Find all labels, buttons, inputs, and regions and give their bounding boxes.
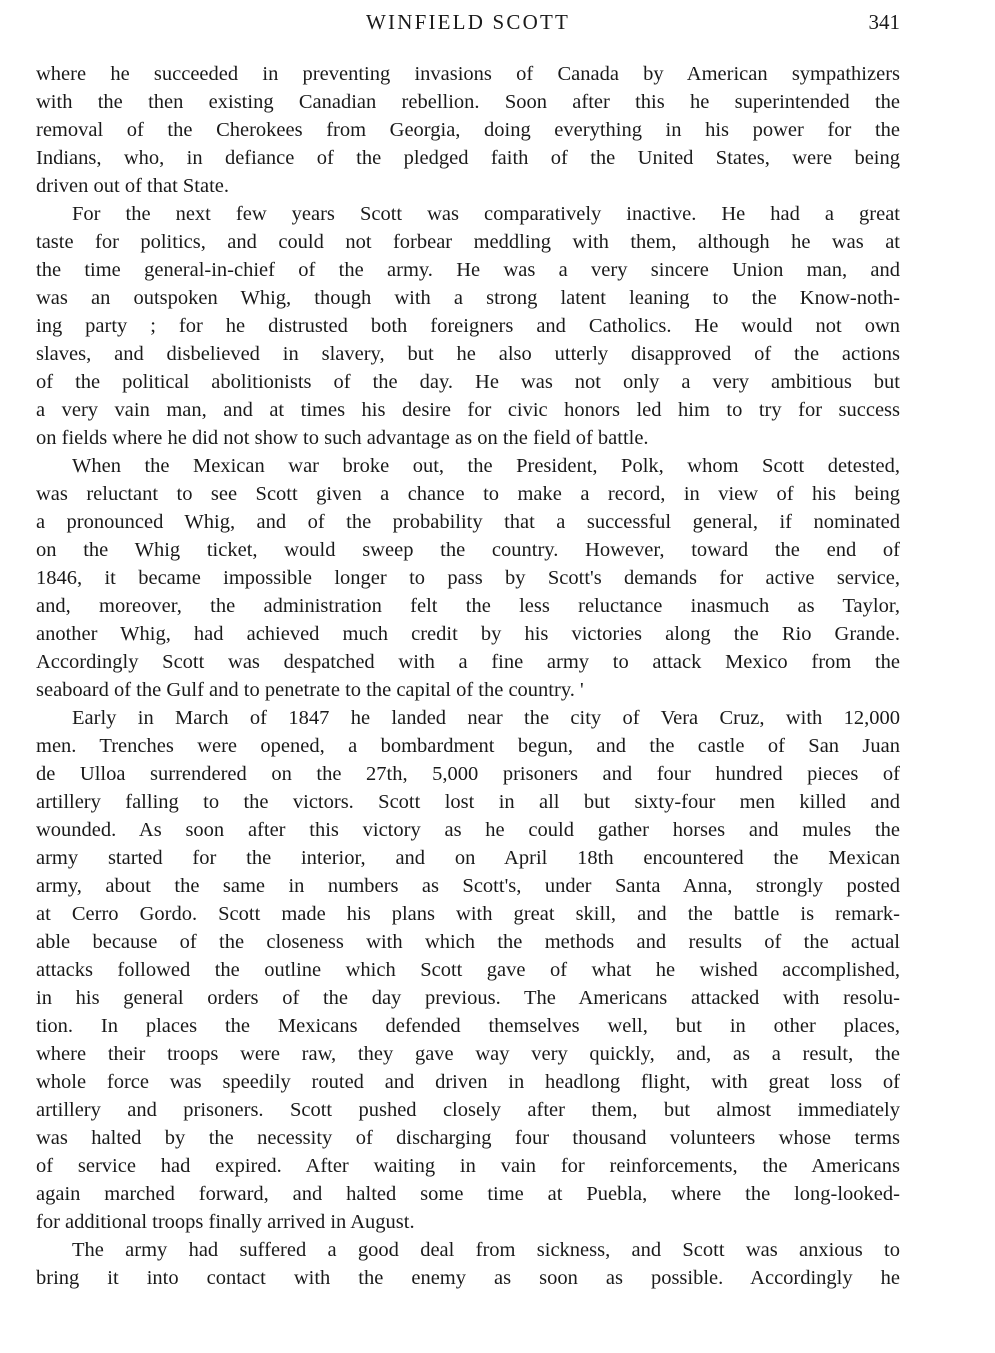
text-line: removal of the Cherokees from Georgia, doing everything in his power for the: [36, 119, 900, 141]
text-line: on fields where he did not show to such advantage as on the field of battle.: [36, 427, 649, 449]
text-line: the time general-in-chief of the army. He was a very sincere Union man, and: [36, 259, 900, 281]
book-page: [36, 8, 900, 1292]
text-line: at Cerro Gordo. Scott made his plans with great skill, and the battle is remark-: [36, 903, 900, 925]
text-line: on the Whig ticket, would sweep the country. However, toward the end of: [36, 539, 900, 561]
running-head-title: WINFIELD SCOTT: [365, 10, 571, 34]
text-line: wounded. As soon after this victory as he could gather horses and mules the: [36, 819, 900, 841]
text-line: bring it into contact with the enemy as soon as possible. Accordingly he: [36, 1267, 900, 1289]
text-line: attacks followed the outline which Scott gave of what he wished accomplished,: [36, 959, 900, 981]
text-line: was halted by the necessity of discharging four thousand volunteers whose terms: [36, 1127, 900, 1149]
text-line: a very vain man, and at times his desire for civic honors led him to try for success: [36, 399, 900, 421]
text-line: taste for politics, and could not forbear meddling with them, although he was at: [36, 231, 900, 253]
text-line: seaboard of the Gulf and to penetrate to the capital of the country. ': [36, 679, 584, 701]
text-line: The army had suffered a good deal from sickness, and Scott was anxious to: [72, 1239, 900, 1261]
text-line: was an outspoken Whig, though with a strong latent leaning to the Know-noth-: [36, 287, 900, 309]
text-line: another Whig, had achieved much credit by his victories along the Rio Grande.: [36, 623, 900, 645]
text-line: where he succeeded in preventing invasions of Canada by American sympathizers: [36, 63, 900, 85]
text-line: men. Trenches were opened, a bombardment begun, and the castle of San Juan: [36, 735, 900, 757]
text-line: 1846, it became impossible longer to pass by Scott's demands for active service,: [36, 567, 900, 589]
text-line: Early in March of 1847 he landed near the city of Vera Cruz, with 12,000: [72, 707, 900, 729]
text-line: For the next few years Scott was comparatively inactive. He had a great: [72, 203, 900, 225]
text-line: Indians, who, in defiance of the pledged faith of the United States, were being: [36, 147, 900, 169]
text-line: again marched forward, and halted some time at Puebla, where the long-looked-: [36, 1183, 900, 1205]
text-line: for additional troops finally arrived in August.: [36, 1211, 415, 1233]
text-line: ing party ; for he distrusted both foreigners and Catholics. He would not own: [36, 315, 900, 337]
page-number: 341: [868, 10, 900, 34]
text-line: able because of the closeness with which the methods and results of the actual: [36, 931, 900, 953]
running-header: [36, 8, 900, 38]
text-line: was reluctant to see Scott given a chance to make a record, in view of his being: [36, 483, 900, 505]
text-line: de Ulloa surrendered on the 27th, 5,000 prisoners and four hundred pieces of: [36, 763, 900, 785]
text-line: of service had expired. After waiting in vain for reinforcements, the Americans: [36, 1155, 900, 1177]
text-line: with the then existing Canadian rebellion. Soon after this he superintended the: [36, 91, 900, 113]
text-line: and, moreover, the administration felt the less reluctance inasmuch as Taylor,: [36, 595, 900, 617]
body-text: [36, 60, 900, 1292]
text-line: driven out of that State.: [36, 175, 229, 197]
text-line: in his general orders of the day previous. The Americans attacked with resolu-: [36, 987, 900, 1009]
text-line: whole force was speedily routed and driven in headlong flight, with great loss of: [36, 1071, 900, 1093]
text-line: tion. In places the Mexicans defended themselves well, but in other places,: [36, 1015, 900, 1037]
text-line: army started for the interior, and on April 18th encountered the Mexican: [36, 847, 900, 869]
text-line: slaves, and disbelieved in slavery, but he also utterly disapproved of the actions: [36, 343, 900, 365]
text-line: Accordingly Scott was despatched with a fine army to attack Mexico from the: [36, 651, 900, 673]
text-line: a pronounced Whig, and of the probability that a successful general, if nominated: [36, 511, 900, 533]
text-line: of the political abolitionists of the day. He was not only a very ambitious but: [36, 371, 900, 393]
text-line: army, about the same in numbers as Scott's, under Santa Anna, strongly posted: [36, 875, 900, 897]
text-line: artillery and prisoners. Scott pushed closely after them, but almost immediately: [36, 1099, 900, 1121]
text-line: where their troops were raw, they gave way very quickly, and, as a result, the: [36, 1043, 900, 1065]
text-line: artillery falling to the victors. Scott lost in all but sixty-four men killed and: [36, 791, 900, 813]
text-line: When the Mexican war broke out, the President, Polk, whom Scott detested,: [72, 455, 900, 477]
